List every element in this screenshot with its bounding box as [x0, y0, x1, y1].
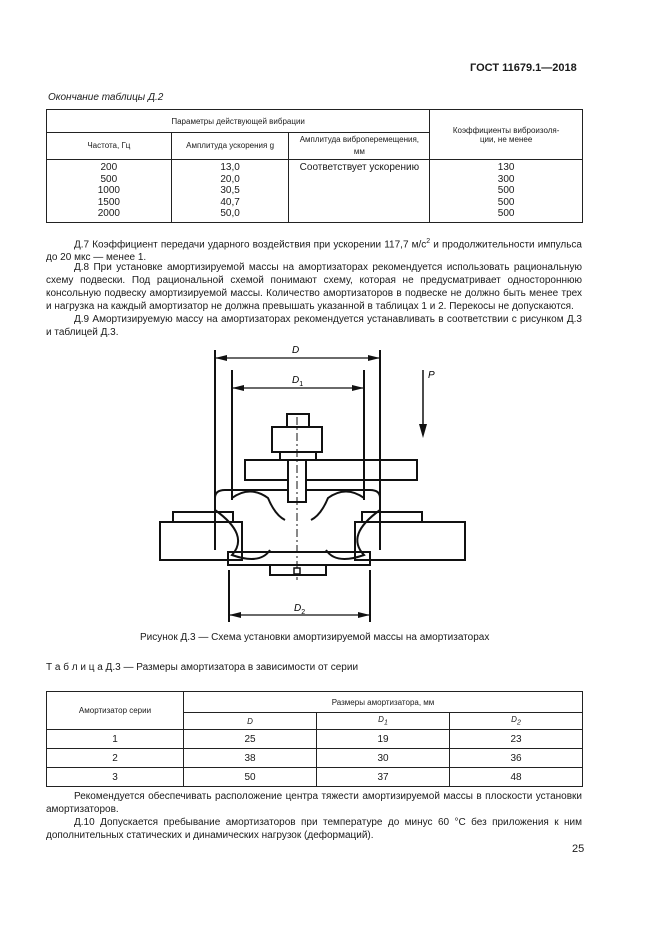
table-row [47, 730, 583, 749]
page-number: 25 [572, 843, 585, 855]
table-row [47, 749, 583, 768]
disp-cell: Соответствует ускорению [289, 160, 430, 223]
coef-value: 500 [497, 196, 515, 208]
dim-label-d2 [294, 603, 305, 616]
coef-value: 500 [497, 185, 515, 197]
amortized-mass-plate [245, 460, 417, 480]
d7-text-a: Д.7 Коэффициент передачи ударного воздействия при ускорении 117,7 м/с [74, 239, 427, 251]
d2-cell: 36 [450, 749, 583, 768]
sub-header-d: D [184, 713, 317, 730]
arrowhead [352, 385, 364, 391]
freq-value: 1000 [97, 185, 120, 197]
d-cell: 25 [184, 730, 317, 749]
table-d2 [46, 109, 583, 223]
table-row [47, 768, 583, 787]
bottom-pin [294, 568, 300, 574]
accel-value: 20,0 [220, 173, 240, 185]
accel-header: Амплитуда ускорения g [171, 133, 289, 160]
table-d3-caption [46, 662, 358, 673]
paragraph-d10: Д.10 Допускается пребывание амортизаторов при температуре до минус 60 °С без приложения к ним дополнительных статических и динамических нагрузок (деформаций). [46, 817, 582, 841]
d2-cell: 48 [450, 768, 583, 787]
sub-header-d1 [317, 713, 450, 730]
accel-value: 30,5 [220, 185, 240, 197]
d1-cell: 30 [317, 749, 450, 768]
dim-label-d2-letter: D [294, 603, 302, 614]
coef-header-line2: ции, не менее [479, 134, 533, 144]
vibration-params-header: Параметры действующей вибрации [47, 110, 430, 133]
disp-header [289, 133, 430, 160]
freq-cell [47, 160, 172, 223]
arrowhead [215, 355, 227, 361]
freq-value: 200 [100, 162, 118, 173]
table-d3-caption-prefix: Т а б л и ц а Д.3 [46, 662, 121, 673]
disp-header-line2: мм [353, 147, 365, 156]
paragraph-d8: Д.8 При установке амортизируемой массы на амортизаторах рекомендуется использовать рациональную схему подвески. Под рациональной схемой понимают схему, которая не предусматривает одностороннюю консольную подвеску амортизируемой массы. Количество амортизаторов в подвеске не должно быть менее трех и нагрузка на каждый амортизатор не должна превышать указанной в таблицах 1 и 2. Перекосы не допускаются. [46, 262, 582, 312]
freq-value: 2000 [97, 208, 120, 220]
force-arrowhead [419, 424, 427, 438]
series-cell: 2 [47, 749, 184, 768]
accel-value: 40,7 [220, 196, 240, 208]
dim-label-d2-sub: 2 [301, 609, 306, 616]
d2-cell: 23 [450, 730, 583, 749]
d1-cell: 19 [317, 730, 450, 749]
coef-header [430, 110, 583, 160]
d7-text-b: и продолжительности импульса до 20 мкс — менее 1. [46, 239, 582, 264]
series-cell: 3 [47, 768, 184, 787]
sub-header-d1-letter: D [378, 715, 384, 725]
freq-value: 1500 [97, 196, 120, 208]
freq-value: 500 [100, 173, 118, 185]
dim-label-d1-letter: D [292, 375, 300, 386]
arrowhead [232, 385, 244, 391]
coef-value: 300 [497, 173, 515, 185]
sizes-header: Размеры амортизатора, мм [184, 692, 583, 713]
d1-cell: 37 [317, 768, 450, 787]
arrowhead [358, 612, 370, 618]
series-cell: 1 [47, 730, 184, 749]
left-base-plate [160, 522, 242, 560]
force-label-p: P [428, 370, 435, 381]
paragraph-d7 [46, 235, 582, 264]
disp-header-line1: Амплитуда виброперемещения, [299, 135, 420, 144]
sub-header-d1-idx: 1 [383, 719, 388, 727]
bolt-head [287, 414, 309, 427]
sub-header-d2 [450, 713, 583, 730]
coef-value: 130 [497, 162, 515, 173]
paragraph-d9: Д.9 Амортизируемую массу на амортизаторах рекомендуется устанавливать в соответствии с рисунком Д.3 и таблицей Д.3. [46, 314, 582, 338]
figure-caption: Рисунок Д.3 — Схема установки амортизируемой массы на амортизаторах [140, 632, 490, 643]
paragraph-recommendation: Рекомендуется обеспечивать расположение центра тяжести амортизируемой массы в плоскости установки амортизаторов. [46, 791, 582, 815]
table-continuation-label: Окончание таблицы Д.2 [48, 92, 164, 103]
sub-header-d2-letter: D [511, 715, 517, 725]
arrowhead [368, 355, 380, 361]
elastic-element-top-right [311, 492, 364, 521]
series-header: Амортизатор серии [47, 692, 184, 730]
coef-header-line1: Коэффициенты виброизоля- [452, 125, 560, 135]
d-cell: 50 [184, 768, 317, 787]
accel-value: 50,0 [220, 208, 240, 220]
dim-label-d1-sub: 1 [299, 381, 304, 388]
sub-header-d2-idx: 2 [516, 719, 521, 727]
coef-cell [430, 160, 583, 223]
washer [280, 452, 316, 460]
freq-header: Частота, Гц [47, 133, 172, 160]
arrowhead [229, 612, 241, 618]
d7-superscript: 2 [426, 238, 431, 245]
accel-value: 13,0 [220, 162, 240, 173]
standard-header: ГОСТ 11679.1—2018 [470, 62, 577, 74]
table-d3-caption-text: — Размеры амортизатора в зависимости от серии [120, 662, 359, 673]
coef-value: 500 [497, 208, 515, 220]
figure-d3-drawing [0, 340, 661, 630]
dim-label-d: D [292, 345, 300, 356]
accel-cell [171, 160, 289, 223]
dim-label-d1 [292, 375, 303, 388]
d-cell: 38 [184, 749, 317, 768]
elastic-element-top-left [232, 492, 285, 521]
right-base-plate [355, 522, 465, 560]
table-d3 [46, 691, 583, 787]
